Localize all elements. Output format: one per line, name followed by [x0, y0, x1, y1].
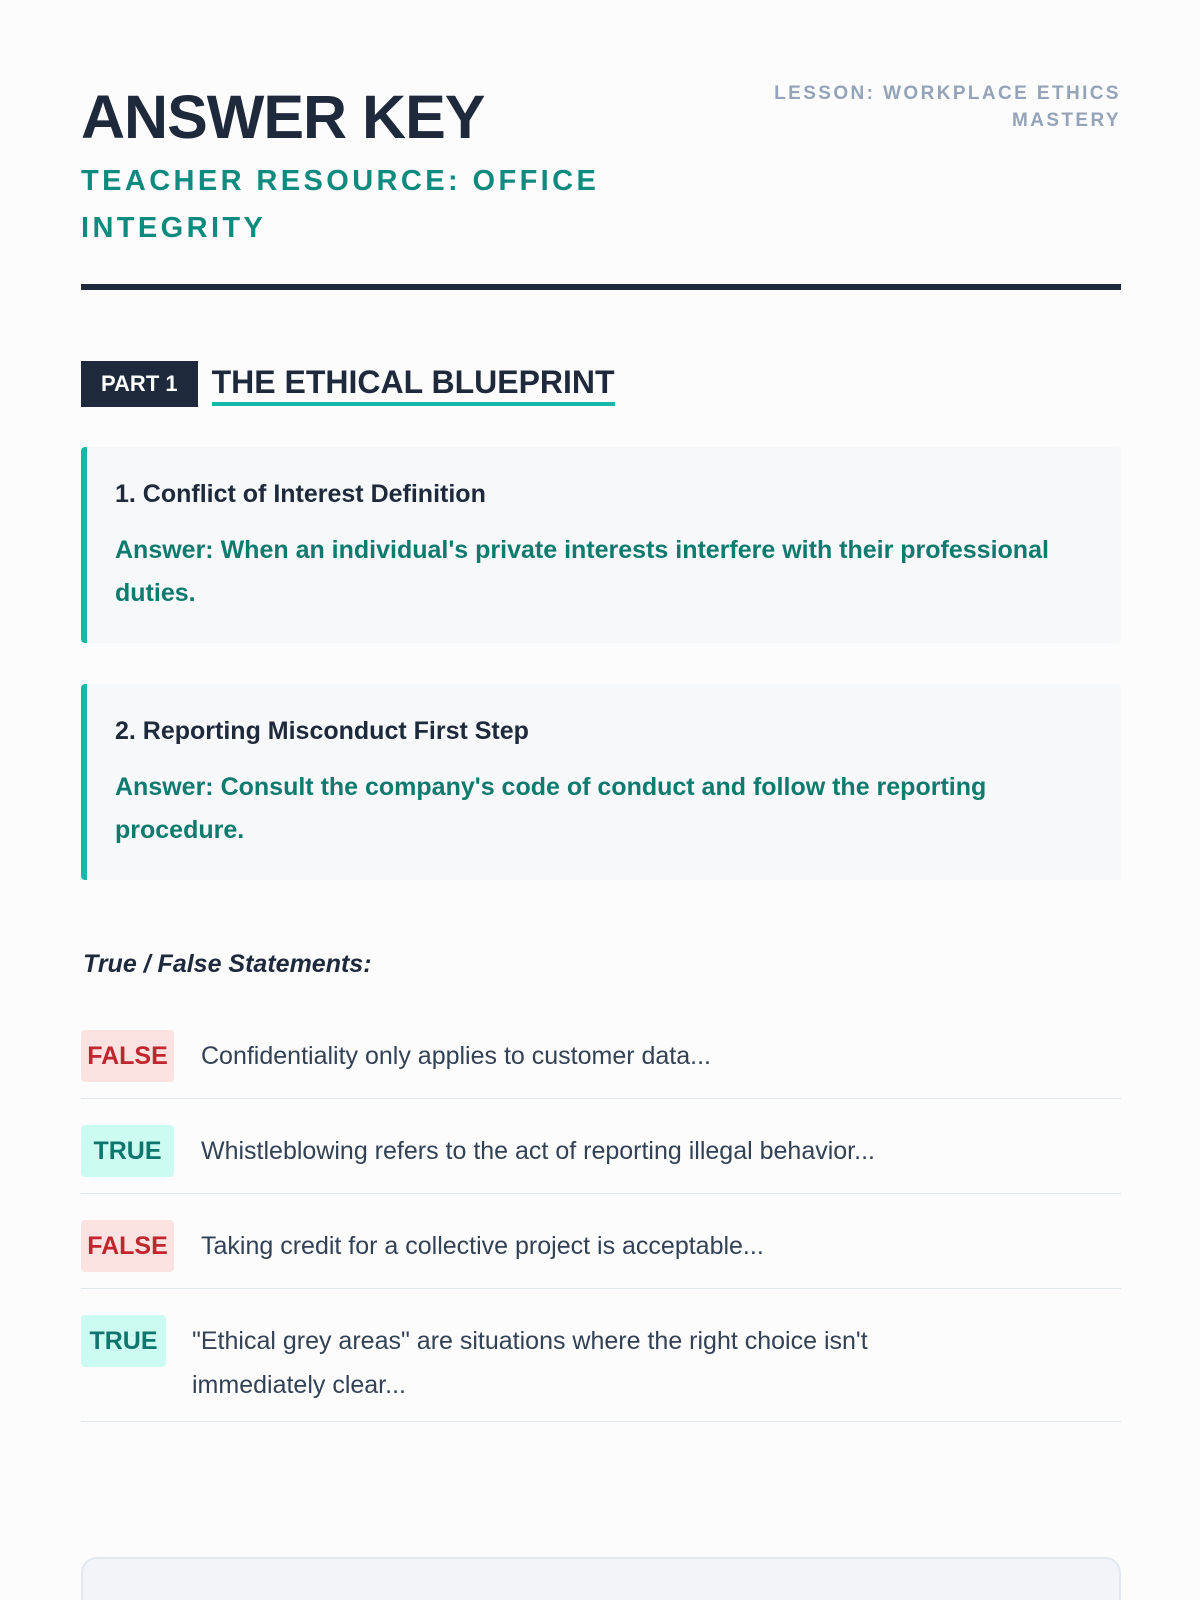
answer-key-page [81, 0, 1121, 1600]
footer-box [81, 1557, 1121, 1600]
question-card-2 [81, 684, 1121, 880]
true-badge: TRUE [81, 1315, 166, 1367]
question-title: 2. Reporting Misconduct First Step [115, 717, 529, 745]
section-heading [81, 360, 615, 408]
statement-text: Confidentiality only applies to customer data... [201, 1042, 711, 1070]
true-false-row [81, 1315, 1121, 1422]
section-title: THE ETHICAL BLUEPRINT [212, 363, 615, 406]
true-false-row [81, 1030, 1121, 1099]
question-answer: Answer: Consult the company's code of conduct and follow the reporting procedure. [115, 773, 987, 844]
page-header [81, 80, 1121, 290]
statement-text: "Ethical grey areas" are situations where the right choice isn't immediately clear... [192, 1327, 868, 1399]
true-false-heading: True / False Statements: [83, 950, 372, 978]
true-badge: TRUE [81, 1125, 174, 1177]
question-card-1 [81, 447, 1121, 643]
true-false-row [81, 1220, 1121, 1289]
true-false-row [81, 1125, 1121, 1194]
statement-text: Whistleblowing refers to the act of reporting illegal behavior... [201, 1137, 875, 1165]
false-badge: FALSE [81, 1220, 174, 1272]
part-tag: PART 1 [81, 361, 198, 407]
page-subtitle: TEACHER RESOURCE: OFFICE INTEGRITY [81, 165, 600, 244]
question-answer: Answer: When an individual's private interests interfere with their professional duties. [115, 536, 1049, 607]
page-title: ANSWER KEY [81, 83, 485, 151]
question-title: 1. Conflict of Interest Definition [115, 480, 486, 508]
false-badge: FALSE [81, 1030, 174, 1082]
lesson-label: LESSON: WORKPLACE ETHICS MASTERY [774, 83, 1121, 131]
statement-text: Taking credit for a collective project is acceptable... [201, 1232, 764, 1260]
